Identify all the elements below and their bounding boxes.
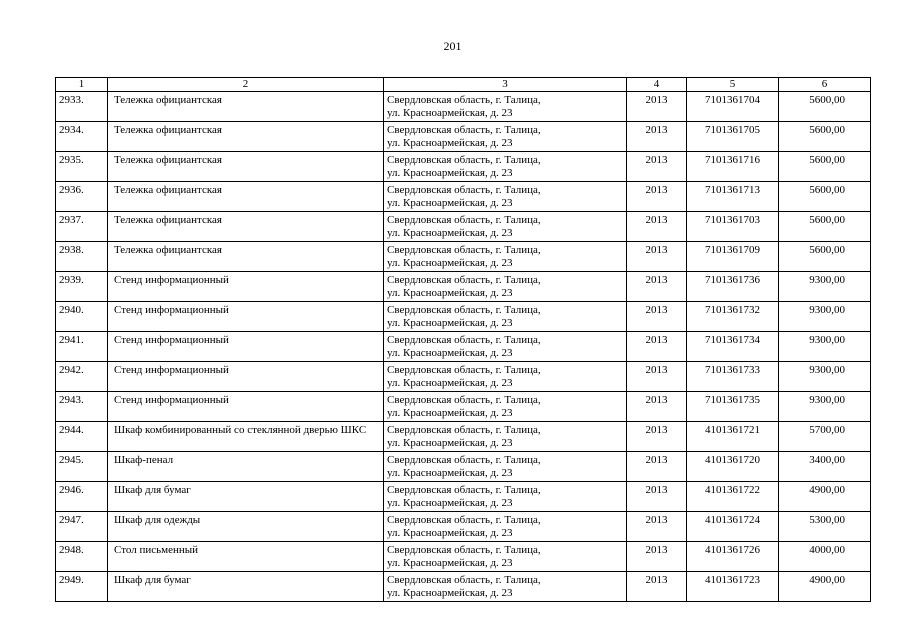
- item-name: Тележка официантская: [114, 124, 222, 136]
- item-name: Шкаф для бумаг: [114, 484, 191, 496]
- row-number: 2942.: [56, 362, 108, 392]
- column-header: 5: [687, 78, 779, 92]
- address-line-2: ул. Красноармейская, д. 23: [387, 257, 513, 269]
- item-name: Тележка официантская: [114, 244, 222, 256]
- property-registry-table: [55, 77, 871, 602]
- table-row: [56, 272, 871, 302]
- item-name-cell: [108, 512, 384, 542]
- address-line-1: Свердловская область, г. Талица,: [387, 574, 541, 586]
- address-line-2: ул. Красноармейская, д. 23: [387, 497, 513, 509]
- address-line-2: ул. Красноармейская, д. 23: [387, 107, 513, 119]
- year-cell: 2013: [627, 392, 687, 422]
- year-cell: 2013: [627, 92, 687, 122]
- year-cell: 2013: [627, 152, 687, 182]
- inventory-number-cell: 7101361734: [687, 332, 779, 362]
- cost-cell: 5600,00: [779, 242, 871, 272]
- item-name-cell: [108, 122, 384, 152]
- table-body: [56, 92, 871, 602]
- address-cell: [384, 212, 627, 242]
- address-cell: [384, 242, 627, 272]
- table-row: [56, 302, 871, 332]
- item-name: Шкаф для бумаг: [114, 574, 191, 586]
- address-cell: [384, 512, 627, 542]
- item-name-cell: [108, 182, 384, 212]
- address-line-1: Свердловская область, г. Талица,: [387, 484, 541, 496]
- inventory-number-cell: 7101361735: [687, 392, 779, 422]
- inventory-number-cell: 4101361720: [687, 452, 779, 482]
- inventory-number-cell: 4101361721: [687, 422, 779, 452]
- column-header: 2: [108, 78, 384, 92]
- address-cell: [384, 182, 627, 212]
- address-line-1: Свердловская область, г. Талица,: [387, 304, 541, 316]
- address-line-2: ул. Красноармейская, д. 23: [387, 287, 513, 299]
- item-name: Стенд информационный: [114, 274, 229, 286]
- inventory-number-cell: 7101361713: [687, 182, 779, 212]
- address-line-2: ул. Красноармейская, д. 23: [387, 527, 513, 539]
- address-line-1: Свердловская область, г. Талица,: [387, 274, 541, 286]
- address-line-1: Свердловская область, г. Талица,: [387, 124, 541, 136]
- item-name: Стенд информационный: [114, 334, 229, 346]
- cost-cell: 3400,00: [779, 452, 871, 482]
- table-row: [56, 512, 871, 542]
- address-cell: [384, 362, 627, 392]
- year-cell: 2013: [627, 182, 687, 212]
- item-name: Тележка официантская: [114, 154, 222, 166]
- year-cell: 2013: [627, 212, 687, 242]
- row-number: 2935.: [56, 152, 108, 182]
- item-name-cell: [108, 242, 384, 272]
- table-row: [56, 392, 871, 422]
- address-cell: [384, 152, 627, 182]
- address-line-1: Свердловская область, г. Талица,: [387, 454, 541, 466]
- address-line-1: Свердловская область, г. Талица,: [387, 544, 541, 556]
- table-row: [56, 122, 871, 152]
- inventory-number-cell: 7101361736: [687, 272, 779, 302]
- row-number: 2941.: [56, 332, 108, 362]
- table-row: [56, 182, 871, 212]
- year-cell: 2013: [627, 332, 687, 362]
- address-cell: [384, 332, 627, 362]
- row-number: 2933.: [56, 92, 108, 122]
- address-cell: [384, 542, 627, 572]
- address-line-1: Свердловская область, г. Талица,: [387, 244, 541, 256]
- row-number: 2949.: [56, 572, 108, 602]
- item-name-cell: [108, 152, 384, 182]
- year-cell: 2013: [627, 122, 687, 152]
- column-header: 6: [779, 78, 871, 92]
- inventory-number-cell: 7101361733: [687, 362, 779, 392]
- item-name-cell: [108, 302, 384, 332]
- address-line-2: ул. Красноармейская, д. 23: [387, 557, 513, 569]
- address-cell: [384, 92, 627, 122]
- inventory-number-cell: 7101361709: [687, 242, 779, 272]
- item-name: Стенд информационный: [114, 394, 229, 406]
- address-cell: [384, 482, 627, 512]
- column-header: 3: [384, 78, 627, 92]
- row-number: 2946.: [56, 482, 108, 512]
- cost-cell: 4000,00: [779, 542, 871, 572]
- address-line-1: Свердловская область, г. Талица,: [387, 94, 541, 106]
- row-number: 2945.: [56, 452, 108, 482]
- table-row: [56, 362, 871, 392]
- address-line-2: ул. Красноармейская, д. 23: [387, 137, 513, 149]
- cost-cell: 9300,00: [779, 332, 871, 362]
- item-name-cell: [108, 92, 384, 122]
- row-number: 2934.: [56, 122, 108, 152]
- address-cell: [384, 422, 627, 452]
- row-number: 2937.: [56, 212, 108, 242]
- item-name: Шкаф-пенал: [114, 454, 174, 466]
- item-name-cell: [108, 452, 384, 482]
- inventory-number-cell: 4101361723: [687, 572, 779, 602]
- address-line-2: ул. Красноармейская, д. 23: [387, 467, 513, 479]
- address-line-1: Свердловская область, г. Талица,: [387, 364, 541, 376]
- table-row: [56, 542, 871, 572]
- year-cell: 2013: [627, 422, 687, 452]
- address-line-1: Свердловская область, г. Талица,: [387, 394, 541, 406]
- page-number: 201: [443, 39, 462, 53]
- table-row: [56, 152, 871, 182]
- address-line-1: Свердловская область, г. Талица,: [387, 334, 541, 346]
- item-name-cell: [108, 392, 384, 422]
- item-name: Стол письменный: [114, 544, 199, 556]
- address-cell: [384, 122, 627, 152]
- row-number: 2944.: [56, 422, 108, 452]
- address-line-2: ул. Красноармейская, д. 23: [387, 437, 513, 449]
- table-row: [56, 332, 871, 362]
- item-name-cell: [108, 212, 384, 242]
- cost-cell: 5600,00: [779, 122, 871, 152]
- cost-cell: 5600,00: [779, 92, 871, 122]
- year-cell: 2013: [627, 542, 687, 572]
- item-name-cell: [108, 332, 384, 362]
- address-cell: [384, 302, 627, 332]
- cost-cell: 5600,00: [779, 152, 871, 182]
- row-number: 2947.: [56, 512, 108, 542]
- inventory-number-cell: 7101361732: [687, 302, 779, 332]
- item-name-cell: [108, 542, 384, 572]
- item-name-cell: [108, 362, 384, 392]
- address-line-2: ул. Красноармейская, д. 23: [387, 197, 513, 209]
- cost-cell: 5600,00: [779, 182, 871, 212]
- cost-cell: 5300,00: [779, 512, 871, 542]
- address-line-1: Свердловская область, г. Талица,: [387, 514, 541, 526]
- item-name-cell: [108, 422, 384, 452]
- column-header: 1: [56, 78, 108, 92]
- column-number-row: [56, 78, 871, 92]
- inventory-number-cell: 7101361703: [687, 212, 779, 242]
- column-header: 4: [627, 78, 687, 92]
- row-number: 2940.: [56, 302, 108, 332]
- inventory-number-cell: 4101361726: [687, 542, 779, 572]
- item-name: Стенд информационный: [114, 364, 229, 376]
- address-line-2: ул. Красноармейская, д. 23: [387, 407, 513, 419]
- item-name: Тележка официантская: [114, 214, 222, 226]
- inventory-number-cell: 7101361705: [687, 122, 779, 152]
- cost-cell: 5700,00: [779, 422, 871, 452]
- address-line-1: Свердловская область, г. Талица,: [387, 214, 541, 226]
- address-cell: [384, 452, 627, 482]
- inventory-number-cell: 7101361704: [687, 92, 779, 122]
- cost-cell: 4900,00: [779, 482, 871, 512]
- inventory-number-cell: 7101361716: [687, 152, 779, 182]
- item-name: Стенд информационный: [114, 304, 229, 316]
- item-name: Тележка официантская: [114, 94, 222, 106]
- item-name-cell: [108, 272, 384, 302]
- row-number: 2943.: [56, 392, 108, 422]
- year-cell: 2013: [627, 512, 687, 542]
- table-row: [56, 452, 871, 482]
- table-row: [56, 242, 871, 272]
- address-line-2: ул. Красноармейская, д. 23: [387, 317, 513, 329]
- address-cell: [384, 272, 627, 302]
- inventory-number-cell: 4101361724: [687, 512, 779, 542]
- address-line-2: ул. Красноармейская, д. 23: [387, 227, 513, 239]
- table-row: [56, 212, 871, 242]
- table-row: [56, 92, 871, 122]
- year-cell: 2013: [627, 572, 687, 602]
- inventory-number-cell: 4101361722: [687, 482, 779, 512]
- year-cell: 2013: [627, 242, 687, 272]
- cost-cell: 9300,00: [779, 302, 871, 332]
- item-name: Тележка официантская: [114, 184, 222, 196]
- cost-cell: 4900,00: [779, 572, 871, 602]
- address-cell: [384, 572, 627, 602]
- cost-cell: 9300,00: [779, 362, 871, 392]
- item-name-cell: [108, 482, 384, 512]
- cost-cell: 9300,00: [779, 392, 871, 422]
- address-line-1: Свердловская область, г. Талица,: [387, 184, 541, 196]
- address-line-2: ул. Красноармейская, д. 23: [387, 167, 513, 179]
- address-cell: [384, 392, 627, 422]
- table-row: [56, 422, 871, 452]
- address-line-2: ул. Красноармейская, д. 23: [387, 377, 513, 389]
- year-cell: 2013: [627, 272, 687, 302]
- item-name: Шкаф для одежды: [114, 514, 201, 526]
- address-line-2: ул. Красноармейская, д. 23: [387, 347, 513, 359]
- address-line-1: Свердловская область, г. Талица,: [387, 424, 541, 436]
- cost-cell: 5600,00: [779, 212, 871, 242]
- cost-cell: 9300,00: [779, 272, 871, 302]
- table-row: [56, 572, 871, 602]
- address-line-2: ул. Красноармейская, д. 23: [387, 587, 513, 599]
- row-number: 2948.: [56, 542, 108, 572]
- row-number: 2936.: [56, 182, 108, 212]
- year-cell: 2013: [627, 362, 687, 392]
- year-cell: 2013: [627, 452, 687, 482]
- row-number: 2938.: [56, 242, 108, 272]
- item-name: Шкаф комбинированный со стеклянной дверью ШКС: [114, 424, 367, 436]
- year-cell: 2013: [627, 302, 687, 332]
- year-cell: 2013: [627, 482, 687, 512]
- item-name-cell: [108, 572, 384, 602]
- table-row: [56, 482, 871, 512]
- address-line-1: Свердловская область, г. Талица,: [387, 154, 541, 166]
- row-number: 2939.: [56, 272, 108, 302]
